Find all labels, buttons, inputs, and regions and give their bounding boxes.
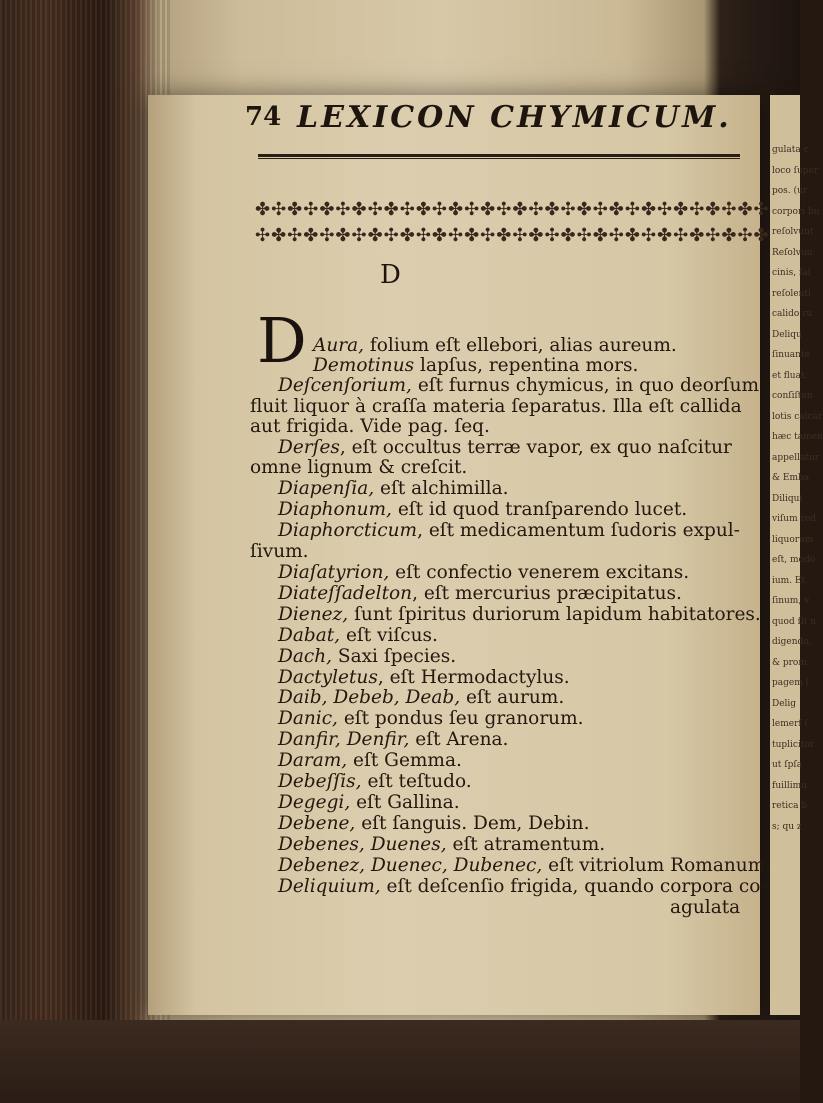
entry-definition: eſt deſcenſio frigida, quando corpora co- (380, 876, 767, 897)
entry-line (250, 416, 490, 437)
entry-definition: Saxi ſpecies. (332, 646, 457, 667)
facing-page-fragment: ut ſpſa (772, 760, 803, 770)
entry-definition: eſt Gemma. (347, 750, 462, 771)
entry-definition: eſt furnus chymicus, in quo deorſum (411, 375, 760, 396)
entry-definition: ſivum. (250, 541, 309, 562)
entry-definition: omne lignum & creſcit. (250, 457, 468, 478)
entry-line (278, 520, 740, 541)
facing-page-fragment: lotis calcar (772, 411, 823, 422)
facing-page-fragment: tuplicitor (772, 739, 815, 750)
entry-line (278, 750, 462, 771)
facing-page-fragment: appellatur (772, 452, 820, 463)
entry-headword: Diaphonum, (278, 499, 392, 520)
page-header (245, 100, 755, 144)
entry-line (278, 375, 759, 396)
entry-definition: eſt viſcus. (340, 625, 438, 646)
ornament-band-bottom: ✣✤✣✤✣✤✣✤✣✤✣✤✣✤✣✤✣✤✣✤✣✤✣✤✣✤✣✤✣✤✣✤ (255, 225, 770, 246)
entry-line (278, 583, 682, 604)
entry-headword: Debenez, Duenec, Dubenec, (278, 855, 543, 876)
entry-line (278, 625, 438, 646)
section-letter: D (380, 260, 401, 290)
entry-line (278, 771, 472, 792)
entry-definition: eſt atramentum. (446, 834, 606, 855)
facing-page-fragment: pagem ( (772, 678, 810, 688)
facing-page-fragment: viſum red (772, 514, 816, 524)
entry-definition: , eſt medicamentum ſudoris expul- (417, 520, 740, 541)
facing-page-fragment: Delig (772, 698, 797, 709)
entry-definition: eſt aurum. (460, 687, 565, 708)
entry-line (278, 687, 564, 708)
entry-definition: , eſt Hermodactylus. (377, 667, 570, 688)
entry-definition: eſt vitriolum Romanum. (542, 855, 772, 876)
entry-line (278, 792, 460, 813)
facing-page-fragment: cinis, ſal (772, 268, 811, 278)
page-number: 74 (245, 102, 282, 132)
entry-line (278, 708, 584, 729)
entry-headword: Diaſatyrion, (278, 562, 390, 583)
entry-headword: Dabat, (278, 625, 341, 646)
entry-definition: , eſt mercurius præcipitatus. (412, 583, 682, 604)
facing-page-fragment: loco ſuper (772, 165, 819, 176)
entry-line (278, 729, 508, 750)
entry-line (278, 813, 589, 834)
entry-line (278, 876, 767, 897)
entry-headword: Debeſſis, (278, 771, 362, 792)
entry-headword: Dach, (278, 646, 333, 667)
facing-page-fragment: s; qu z (772, 821, 802, 832)
facing-page-fragment: & prom (772, 657, 807, 668)
entry-headword: Debene, (278, 813, 356, 834)
entry-line (250, 541, 309, 562)
facing-page-fragment: & Emba (772, 473, 810, 483)
facing-page-fragment: et fluat, (772, 370, 808, 381)
facing-page-fragment: ſinuante (772, 350, 810, 360)
entry-definition: eſt Arena. (409, 729, 509, 750)
book-edge-left (0, 0, 170, 1103)
entry-headword: Debenes, Duenes, (278, 834, 447, 855)
entry-headword: Dactyletus (278, 667, 378, 688)
entry-definition: lapſus, repentina mors. (414, 355, 639, 376)
entry-definition: aut frigida. Vide pag. ſeq. (250, 416, 490, 437)
facing-page-fragment: hæc tamen (772, 432, 823, 442)
entry-headword: Deſcenſorium, (278, 375, 412, 396)
entry-headword: Demotinus (313, 355, 415, 376)
entry-line (278, 834, 605, 855)
facing-page-text (770, 95, 823, 837)
facing-page-fragment: ſinum, v (772, 596, 810, 606)
facing-page-fragment: reſolvunt (772, 227, 814, 237)
entry-definition: eſt Gallina. (350, 792, 460, 813)
entry-definition: eſt teſtudo. (361, 771, 472, 792)
entry-definition: eſt alchimilla. (374, 478, 509, 499)
facing-page-edge (770, 95, 823, 1015)
entry-headword: Derſes (278, 437, 340, 458)
entry-line (278, 478, 509, 499)
entry-line (670, 897, 740, 918)
entry-headword: Diaphorcticum (278, 520, 418, 541)
entry-headword: Danic, (278, 708, 338, 729)
facing-page-fragment: ium. Et (772, 575, 806, 586)
entry-definition: eſt id quod tranſparendo lucet. (391, 499, 688, 520)
facing-page-fragment: calido ru (772, 309, 813, 319)
entry-definition: , eſt occultus terræ vapor, ex quo naſcitur (339, 437, 732, 458)
facing-page-fragment: digendo, (772, 637, 812, 647)
facing-page-fragment: reſolenti (772, 288, 811, 299)
entry-line (250, 457, 467, 478)
header-rule (258, 154, 740, 157)
entry-headword: Deliquium, (278, 876, 381, 897)
entry-definition: eſt ſanguis. Dem, Debin. (355, 813, 590, 834)
entry-definition: eſt confectio venerem excitans. (389, 562, 690, 583)
entry-headword: Diapenſia, (278, 478, 375, 499)
entry-headword: Degegi, (278, 792, 351, 813)
header-rule-thin (258, 158, 740, 159)
facing-page-fragment: conſiſten (772, 391, 813, 401)
entry-headword: Dienez, (278, 604, 349, 625)
running-title: LEXICON CHYMICUM. (297, 100, 732, 135)
entry-line (313, 355, 638, 376)
facing-page-fragment: eſt, modo (772, 555, 816, 565)
entry-definition: ſunt ſpiritus duriorum lapidum habitatores. (348, 604, 761, 625)
ornament-band-top: ✤✣✤✣✤✣✤✣✤✣✤✣✤✣✤✣✤✣✤✣✤✣✤✣✤✣✤✣✤✣✤✣ (255, 199, 770, 220)
facing-page-fragment: lemerſ ( (772, 719, 809, 729)
entry-definition: agulata (670, 897, 741, 918)
entry-headword: Diateſſadelton (278, 583, 413, 604)
entry-definition: fluit liquor à craſſa materia ſeparatus. Illa eſt callida (250, 396, 742, 417)
entry-headword: Daib, Debeb, Deab, (278, 687, 461, 708)
facing-page-fragment: Reſolvun (772, 247, 813, 258)
entry-line (278, 646, 456, 667)
entry-headword: Daram, (278, 750, 348, 771)
facing-page-fragment: liquorum (772, 534, 814, 545)
entry-definition: folium eſt ellebori, alias aureum. (364, 335, 677, 356)
scan-bottom-margin (0, 1020, 800, 1103)
entry-definition: eſt pondus ſeu granorum. (337, 708, 584, 729)
facing-page-fragment: retica b (772, 801, 808, 811)
entry-headword: Danfir, Denfir, (278, 729, 410, 750)
facing-page-fragment: pos. (ur (772, 186, 808, 196)
entry-line (278, 604, 761, 625)
facing-page-fragment: Deliqu (772, 329, 802, 340)
entry-line (313, 335, 677, 356)
facing-page-fragment: quod ſit n (772, 616, 817, 627)
drop-capital: D (257, 304, 307, 377)
entry-line (278, 437, 732, 458)
entry-line (278, 855, 771, 876)
entry-headword: Aura, (313, 335, 365, 356)
entry-line (278, 499, 687, 520)
facing-page-fragment: fuillimu (772, 780, 807, 791)
entry-line (278, 562, 689, 583)
facing-page-fragment: gulata c (772, 145, 809, 155)
facing-page-fragment: Diliqui (772, 493, 803, 504)
entry-line (278, 667, 570, 688)
facing-page-fragment: corpori bu (772, 206, 820, 217)
entry-line (250, 396, 742, 417)
